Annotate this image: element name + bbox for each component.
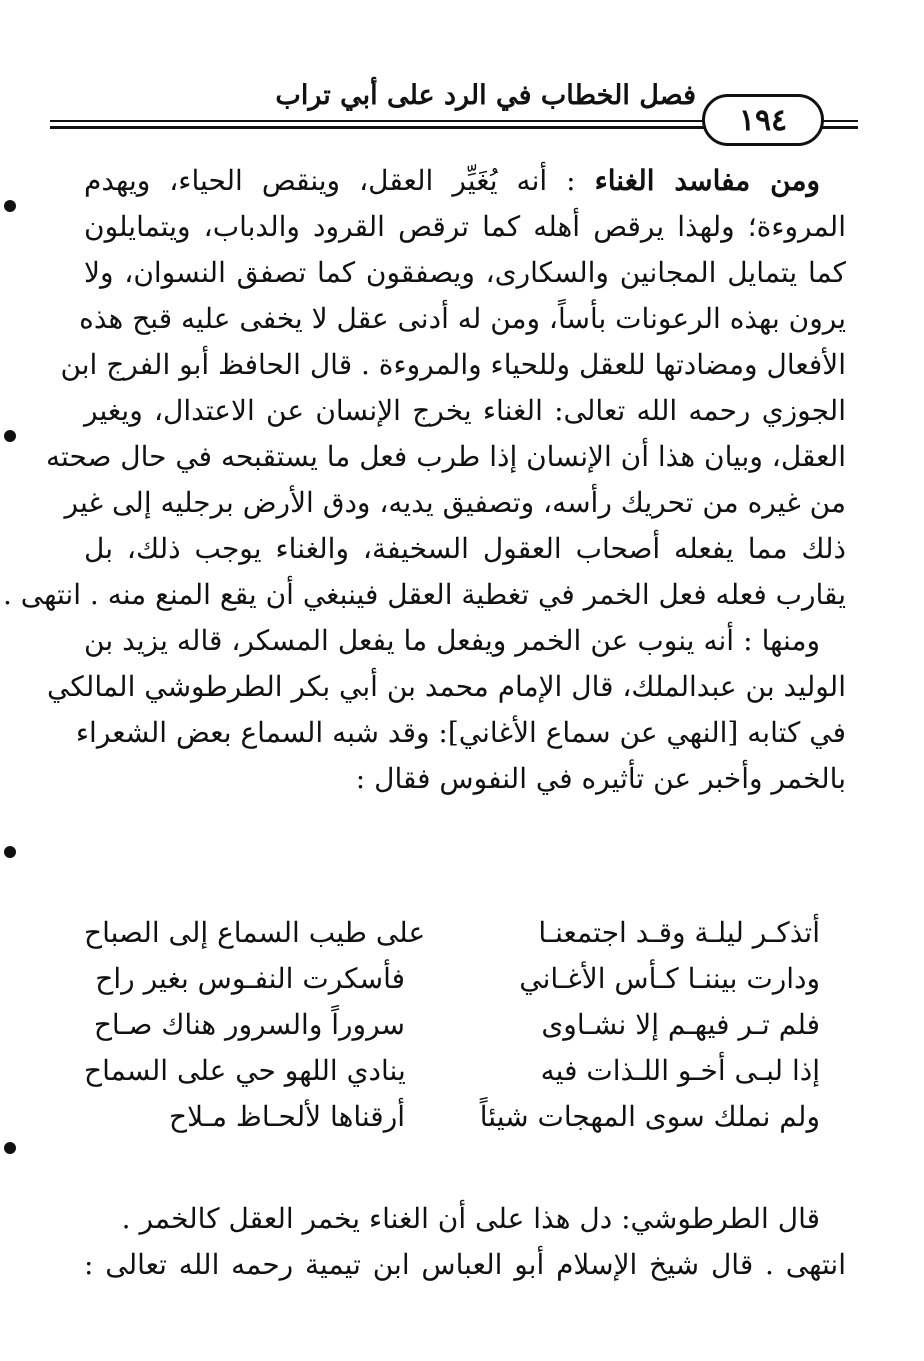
verse-first-hemistich: أتذكـر ليلـة وقـد اجتمعنـا bbox=[538, 916, 820, 949]
poem-verse bbox=[84, 1048, 846, 1094]
verse-first-hemistich: فلم تـر فيهـم إلا نشـاوى bbox=[541, 1008, 820, 1041]
poem-verse bbox=[84, 910, 846, 956]
page-number-badge bbox=[702, 94, 824, 146]
text-line bbox=[84, 158, 846, 204]
poem bbox=[84, 910, 846, 1140]
verse-second-hemistich: سروراً والسرور هناك صـاح bbox=[93, 1008, 405, 1041]
running-header-title: فصل الخطاب في الرد على أبي تراب bbox=[275, 80, 696, 111]
text-line: انتهى . قال شيخ الإسلام أبو العباس ابن تيمية رحمه الله تعالى : bbox=[84, 1248, 846, 1281]
text-line: المروءة؛ ولهذا يرقص أهله كما ترقص القرود والدباب، ويتمايلون bbox=[84, 210, 846, 243]
line-text: : أنه يُغَيِّر العقل، وينقص الحياء، ويهدم bbox=[84, 164, 576, 197]
margin-mark bbox=[4, 200, 16, 212]
poem-verse bbox=[84, 1094, 846, 1140]
verse-second-hemistich: على طيب السماع إلى الصباح bbox=[84, 916, 426, 949]
text-line: الجوزي رحمه الله تعالى: الغناء يخرج الإنسان عن الاعتدال، ويغير bbox=[84, 394, 846, 427]
section-lead: ومنها bbox=[761, 624, 820, 657]
text-line: كما يتمايل المجانين والسكارى، ويصفقون كما تصفق النسوان، ولا bbox=[84, 256, 846, 289]
verse-first-hemistich: إذا لبـى أخـو اللـذات فيه bbox=[540, 1054, 820, 1087]
section-lead: ومن مفاسد الغناء bbox=[594, 164, 820, 197]
margin-mark bbox=[4, 1142, 16, 1154]
verse-second-hemistich: أرقناها لألحـاظ مـلاح bbox=[169, 1100, 405, 1133]
line-text: : أنه ينوب عن الخمر ويفعل ما يفعل المسكر، قاله يزيد بن bbox=[84, 624, 753, 657]
margin-mark bbox=[4, 846, 16, 858]
page-number: ١٩٤ bbox=[738, 102, 788, 138]
text-line: يرون بهذه الرعونات بأساً، ومن له أدنى عقل لا يخفى عليه قبح هذه bbox=[79, 302, 846, 335]
margin-mark bbox=[4, 430, 16, 442]
text-line: الوليد بن عبدالملك، قال الإمام محمد بن أبي بكر الطرطوشي المالكي bbox=[46, 670, 846, 703]
verse-second-hemistich: ينادي اللهو حي على السماح bbox=[84, 1054, 406, 1087]
verse-first-hemistich: ودارت بيننـا كـأس الأغـاني bbox=[519, 962, 820, 995]
text-line: من غيره من تحريك رأسه، وتصفيق يديه، ودق الأرض برجليه إلى غير bbox=[64, 486, 846, 519]
verse-second-hemistich: فأسكرت النفـوس بغير راح bbox=[95, 962, 405, 995]
poem-verse bbox=[84, 956, 846, 1002]
text-line: العقل، وبيان هذا أن الإنسان إذا طرب فعل ما يستقبحه في حال صحته bbox=[46, 440, 846, 473]
text-line: قال الطرطوشي: دل هذا على أن الغناء يخمر العقل كالخمر . bbox=[121, 1202, 820, 1235]
text-line: ذلك مما يفعله أصحاب العقول السخيفة، والغناء يوجب ذلك، بل bbox=[84, 532, 846, 565]
closing-text bbox=[84, 1196, 846, 1288]
text-line: الأفعال ومضادتها للعقل وللحياء والمروءة . قال الحافظ أبو الفرج ابن bbox=[60, 348, 846, 381]
text-line: في كتابه [النهي عن سماع الأغاني]: وقد شبه السماع بعض الشعراء bbox=[75, 716, 846, 749]
body-text bbox=[2, 158, 846, 802]
text-line: يقارب فعله فعل الخمر في تغطية العقل فينبغي أن يقع المنع منه . انتهى . bbox=[2, 578, 846, 611]
text-line: بالخمر وأخبر عن تأثيره في النفوس فقال : bbox=[355, 762, 846, 795]
verse-first-hemistich: ولم نملك سوى المهجات شيئاً bbox=[479, 1100, 820, 1133]
poem-verse bbox=[84, 1002, 846, 1048]
text-line bbox=[84, 618, 846, 664]
